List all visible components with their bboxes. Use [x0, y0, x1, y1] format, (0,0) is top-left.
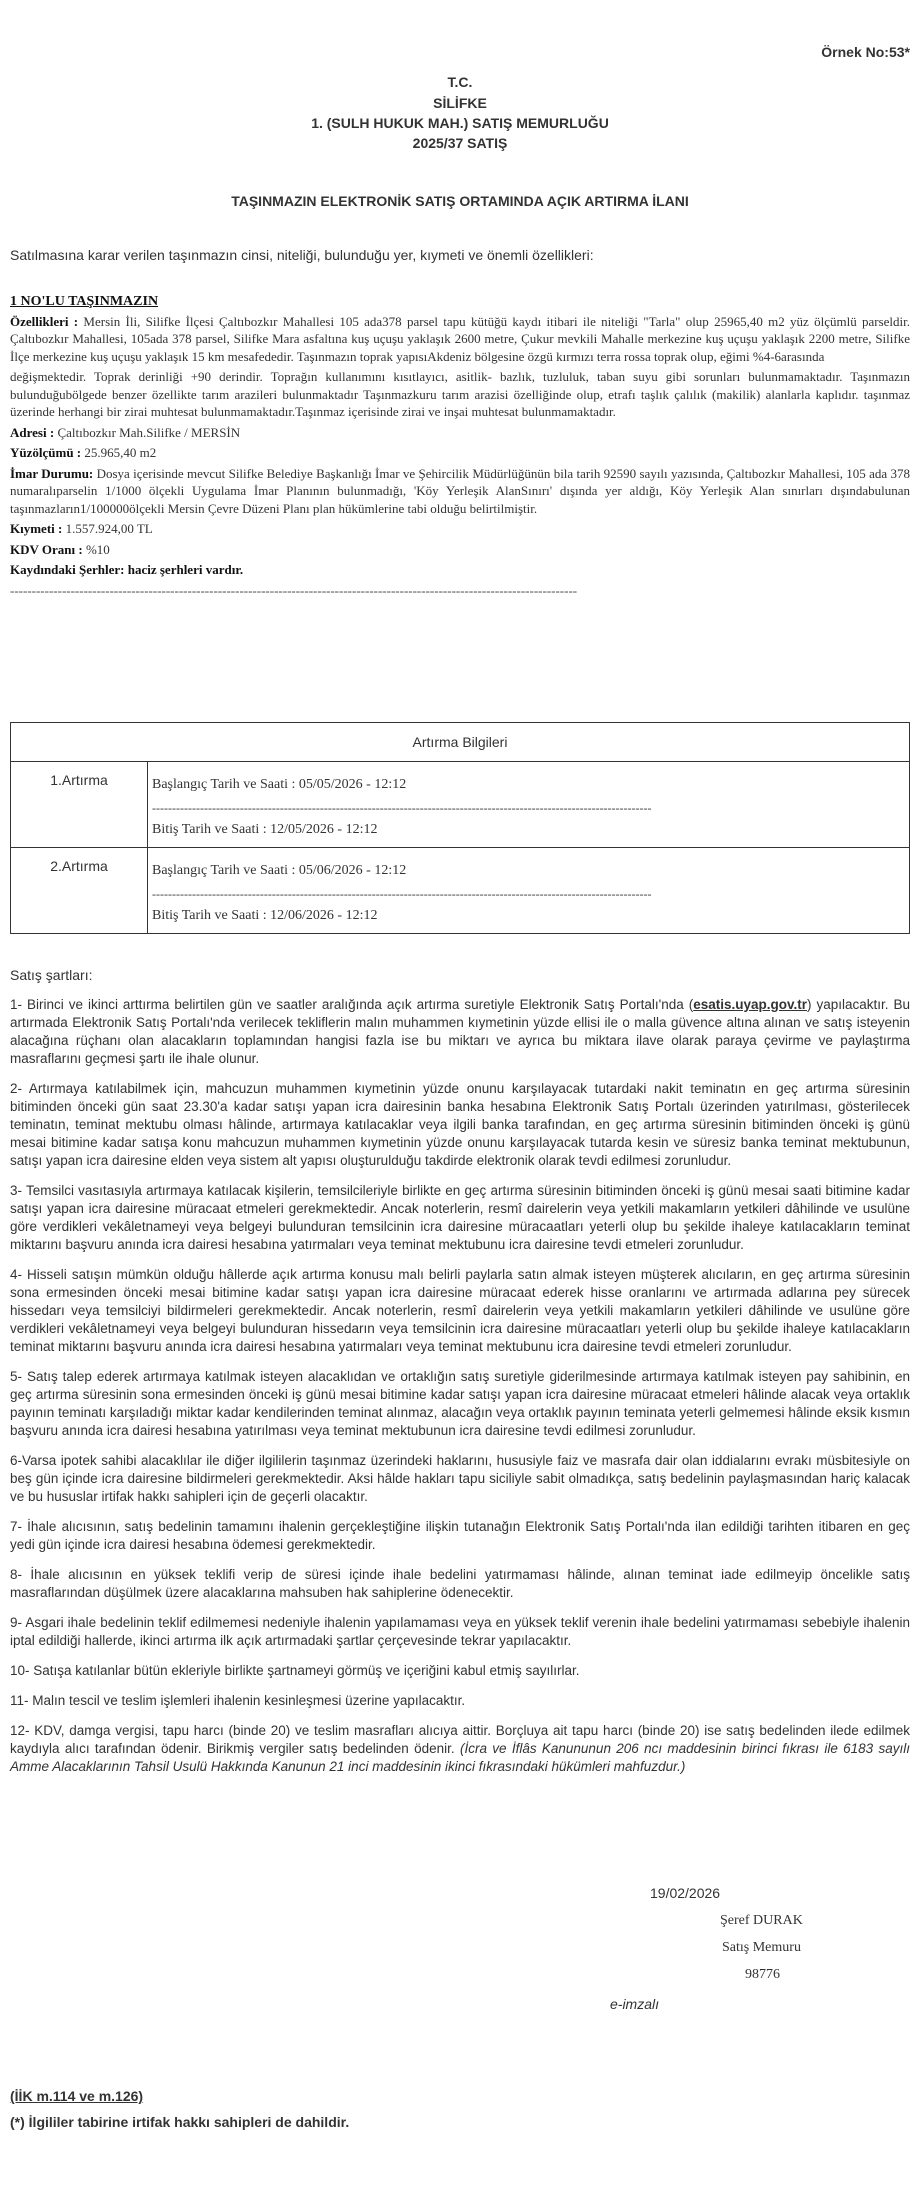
artirma-1-start: Başlangıç Tarih ve Saati : 05/05/2026 - 12:12: [152, 777, 407, 792]
sart-item-12-text-b: (İcra ve İflâs Kanununun 206 ncı maddesinin birinci fıkrası ile 6183 sayılı Amme Alacaklarının Tahsil Usulü Hakkında Kanunun 21 inci maddesinin ikinci fıkrasındaki hükümleri mahfuzdur.): [10, 1741, 911, 1774]
kdv-value: %10: [85, 541, 110, 557]
sartlar-title: Satış şartları:: [10, 967, 93, 983]
kiymeti-block: [10, 520, 910, 538]
ornek-no: Örnek No:53*: [821, 44, 910, 60]
sart-item-5: 5- Satış talep ederek artırmaya katılmak isteyen alacaklıdan ve ortaklığın satış suretiyle giderilmesinde artırmaya katılmak isteyen pay sahibinin, en geç artırma süresinin sona ermesinden önceki iş günü mesai bitimine kadar satışı yapan icra dairesine müracaat etmeleri hâlinde alacak veya ortaklık payının teminatı karşıladığı miktar kadar kendilerinden teminat alınmaz, alacağın veya ortaklık payının teminata yeterli gelmemesi hâlinde eksik kısmın başvuru anında icra dairesi hesabına yatırılması veya teminat mektubunun icra dairesine tevdi edilmesi zorunludur.: [10, 1369, 910, 1438]
ozellikler-text-continued: değişmektedir. Toprak derinliği +90 derindir. Toprağın kullanımını kısıtlayıcı, asitlik- bazlık, tuzluluk, taban suyu gibi sorunları bulunmamaktadır. Taşınmazın bulunduğubölgede benzer özellikte tarım arazileri bulunmaktadır Taşınmazkuru tarım arazisi özelliğinde olup, etrafı taşlık çalılık (makilik) alanlarla kaplıdır. taşınmaz üzerinde herhangi bir zirai muhtesat bulunmamaktadır.Taşınmaz içerisinde zirai ve inşai muhtesat bulunmamaktadır.: [10, 369, 910, 419]
adres-value: Çaltıbozkır Mah.Silifke / MERSİN: [57, 424, 241, 440]
sart-item-6: 6-Varsa ipotek sahibi alacaklılar ile diğer ilgililerin taşınmaz üzerindeki haklarını, hususiyle faiz ve masrafa dair olan iddialarını evrakı müsbitesiyle on beş gün içinde icra dairesine bildirmeleri gerekmektedir. Aksi hâlde hakları tapu siciliyle sabit olmadıkça, satış bedelinin paylaşmasından hariç kalacak ve bu hususlar irtifak hakkı sahipleri için de geçerli olacaktır.: [10, 1453, 910, 1504]
serhler: Kaydındaki Şerhler: haciz şerhleri vardır.: [10, 562, 244, 577]
footer-law-ref-text: (İİK m.114 ve m.126): [10, 2088, 144, 2104]
tasinmaz-section: [10, 293, 910, 599]
artirma-2-end: Bitiş Tarih ve Saati : 12/06/2026 - 12:12: [152, 908, 378, 923]
esatis-link[interactable]: esatis.uyap.gov.tr: [693, 997, 807, 1012]
signature-title: Satış Memuru: [722, 1940, 801, 1955]
adres-block: [10, 424, 910, 442]
tasinmaz-title: 1 NO'LU TAŞINMAZIN: [10, 294, 159, 309]
adres-label: Adresi :: [10, 424, 55, 440]
header-city: SİLİFKE: [433, 95, 487, 111]
footer-note: (*) İlgililer tabirine irtifak hakkı sahipleri de dahildir.: [10, 2114, 350, 2130]
kiymeti-value: 1.557.924,00 TL: [65, 521, 153, 536]
kdv-label: KDV Oranı :: [10, 541, 83, 557]
artirma-1-label: 1.Artırma: [11, 762, 148, 848]
intro-text: Satılmasına karar verilen taşınmazın cinsi, niteliği, bulunduğu yer, kıymeti ve önemli özellikleri:: [10, 247, 594, 263]
sartlar-section: [10, 966, 910, 1788]
sart-item-1: [10, 996, 910, 1068]
kdv-block: [10, 541, 910, 559]
artirma-1-dashes: -----------------------------------------------------------------------------------------------------------------------------: [152, 801, 652, 815]
sart-item-4: 4- Hisseli satışın mümkün olduğu hâllerde açık artırma konusu malı belirli paylarla satın almak isteyen müşterek alıcıların, en geç artırma süresinin sona ermesinden önceki mesai bitimine kadar satışı yapan icra dairesine müracaat ederek hisse oranlarını ve artırmada adlarına pey sürecek hissedarı veya temsilciyi bildirmeleri gerekmektedir. Ancak noterlerin, resmî dairelerin veya yetkili makamların yetkileri dâhilinde ve usulüne göre verdikleri vekâletnameyi veya belgeyi bulunduran hissedarın veya temsilcinin icra dairesine müracaatları yeterli olup bu şekilde ihaleye katılacakların teminat miktarını başvuru anında icra dairesi hesabına yatırmaları veya teminat mektubunu icra dairesine tevdi etmeleri zorunludur.: [10, 1267, 910, 1354]
header-office: 1. (SULH HUKUK MAH.) SATIŞ MEMURLUĞU: [311, 115, 609, 131]
header-tc: T.C.: [447, 74, 473, 90]
table-row: [11, 848, 910, 934]
kiymeti-label: Kıymeti :: [10, 521, 63, 536]
table-row: [11, 762, 910, 848]
header-file-no: 2025/37 SATIŞ: [412, 135, 508, 151]
signature-name: Şeref DURAK: [720, 1913, 803, 1928]
imar-value: Dosya içerisinde mevcut Silifke Belediye Başkanlığı İmar ve Şehircilik Müdürlüğünün bila tarih 92590 sayılı yazısında, Çaltıbozkır Mahallesi, 105 ada 378 numaralıparselin 1/1000 ölçekli Uygulama İmar Planının bulunmadığı, 'Köy Yerleşik AlanSınırı' dışında yer aldığı, Köy Yerleşik Alan sınırları dışındabulunan taşınmazların1/100000ölçekli Mersin Çevre Düzeni Planı plan hükümlerine tabi olduğu belirtilmiştir.: [10, 465, 910, 516]
sart-item-2: 2- Artırmaya katılabilmek için, mahcuzun muhammen kıymetinin yüzde onunu karşılayacak tutardaki nakit teminatın en geç artırma süresinin bitiminden önceki gün saat 23.30'a kadar satışı yapan icra dairesinin banka hesabına Elektronik Satış Portalı üzerinden yatırılması, gösterilecek teminatın, teminat mektubu olması hâlinde, artırmaya katılacaklar veya ilgili banka tarafından, en geç artırma süresinin bitiminden önceki iş günü mesai bitimine kadar satışa konu mahcuzun muhammen kıymetinin yüzde onunu karşılayacak tutarda kesin ve süresiz banka teminat mektubunun, satışı yapan icra dairesine elden veya sistem alt yapısı oluşturulduğu takdirde elektronik olarak tevdi edilmesi zorunludur.: [10, 1081, 910, 1168]
sart-item-10: 10- Satışa katılanlar bütün ekleriyle birlikte şartnameyi görmüş ve içeriğini kabul etmiş sayılırlar.: [10, 1663, 580, 1678]
artirma-2-start: Başlangıç Tarih ve Saati : 05/06/2026 - 12:12: [152, 863, 407, 878]
yuzolcumu-label: Yüzölçümü :: [10, 445, 82, 460]
artirma-table: [10, 722, 910, 934]
signature-number: 98776: [745, 1967, 780, 1982]
artirma-2-dashes: -----------------------------------------------------------------------------------------------------------------------------: [152, 887, 652, 901]
sart-item-9: 9- Asgari ihale bedelinin teklif edilmemesi nedeniyle ihalenin yapılamaması veya en yüksek teklif verenin ihale bedelini yatırmaması sebebiyle ihalenin iptal edildiği hallerde, ikinci artırma ilk açık artırmadaki şartlar çerçevesinde tekrar yapılacaktır.: [10, 1615, 910, 1648]
yuzolcumu-block: [10, 444, 910, 462]
sart-item-11: 11- Malın tescil ve teslim işlemleri ihalenin kesinleşmesi üzerine yapılacaktır.: [10, 1693, 466, 1708]
imar-label: İmar Durumu:: [10, 465, 94, 481]
signature-date: 19/02/2026: [650, 1885, 721, 1901]
sart-item-1-text-a: 1- Birinci ve ikinci arttırma belirtilen gün ve saatler aralığında açık artırma suretiyle Elektronik Satış Portalı'nda (: [10, 997, 694, 1012]
footer-law-ref: [10, 2088, 143, 2104]
sart-item-12: [10, 1722, 910, 1776]
sart-item-1-text-b: ) yapılacaktır. Bu artırmada Elektronik Satış Portalı'nda verilecek tekliflerin malın muhammen kıymetinin yüzde ellisi ile o malla güvence altına alınan ve satış isteyenin alacağına rüçhanı olan alacakların toplamından hangisi fazla ise bu miktarı ve ayrıca bu miktara ilave olarak paraya çevirme ve paylaştırma masraflarını geçmesi şartı ile ihale olunur.: [10, 997, 910, 1066]
signature-eimza: e-imzalı: [610, 1996, 660, 2012]
artirma-1-end: Bitiş Tarih ve Saati : 12/05/2026 - 12:12: [152, 822, 378, 837]
artirma-2-dates: [148, 848, 910, 934]
ozellikler-text: Mersin İli, Silifke İlçesi Çaltıbozkır Mahallesi 105 ada378 parsel tapu kütüğü kaydı itibari ile niteliği "Tarla" olup 25965,40 m2 yüz ölçümlü parseldir. Çaltıbozkır Mahallesi, 105ada 378 parsel, Silifke Mara asfaltına kuş uçuşu yaklaşık 2600 metre, Çukur mevkili Mahalle merkezine kuş uçuşu yaklaşık 2200 metre, Silifke İlçe merkezine kuş uçuşu yaklaşık 15 km mesafededir. Taşınmazın toprak yapısıAkdeniz bölgesine özgü kırmızı terra rossa toprak olup, eğimi %4-6arasında: [10, 313, 911, 364]
artirma-1-dates: [148, 762, 910, 848]
separator-dashes: -----------------------------------------------------------------------------------------------------------------------------------: [10, 582, 578, 598]
sart-item-12-text-a: 12- KDV, damga vergisi, tapu harcı (binde 20) ve teslim masrafları alıcıya aittir. Borçluya ait tapu harcı (binde 20) ise satış bedelinden ilede edilmek kaydıyla alıcı tarafından ödenir. Birikmiş vergiler satış bedelinden ödenir.: [10, 1723, 910, 1756]
sart-item-7: 7- İhale alıcısının, satış bedelinin tamamını ihalenin gerçekleştiğine ilişkin tutanağın Elektronik Satış Portalı'nda ilan edildiği tarihten itibaren en geç yedi gün içinde icra dairesi hesabına ödemesi gerekmektedir.: [10, 1519, 910, 1552]
sart-item-8: 8- İhale alıcısının en yüksek teklifi verip de süresi içinde ihale bedelini yatırmaması hâlinde, alınan teminat iade edilmeyip öncelikle satış masraflarından düşülmek üzere alacaklarına mahsuben hak sahiplerine ödenecektir.: [10, 1567, 910, 1600]
yuzolcumu-value: 25.965,40 m2: [84, 445, 157, 460]
artirma-2-label: 2.Artırma: [11, 848, 148, 934]
artirma-table-title: Artırma Bilgileri: [11, 723, 910, 762]
imar-block: [10, 465, 910, 518]
ozellikler-block: [10, 313, 910, 366]
sart-item-3: 3- Temsilci vasıtasıyla artırmaya katılacak kişilerin, temsilcileriyle birlikte en geç artırma süresinin bitiminden önceki iş günü mesai saati bitimine kadar satışı yapan icra dairesine müracaat etmeleri gerekmektedir. Ancak noterlerin, resmî dairelerin veya yetkili makamların yetkileri dâhilinde ve usulüne göre verdikleri vekâletnameyi veya belgeyi bulunduran temsilcinin icra dairesine müracaatları yeterli olup bu şekilde ihaleye katılacakların teminat miktarını başvuru anında icra dairesi hesabına yatırmaları veya teminat mektubunu icra dairesine tevdi etmeleri zorunludur.: [10, 1183, 910, 1252]
main-title: TAŞINMAZIN ELEKTRONİK SATIŞ ORTAMINDA AÇIK ARTIRMA İLANI: [231, 193, 689, 209]
ozellikler-label: Özellikleri :: [10, 313, 79, 329]
